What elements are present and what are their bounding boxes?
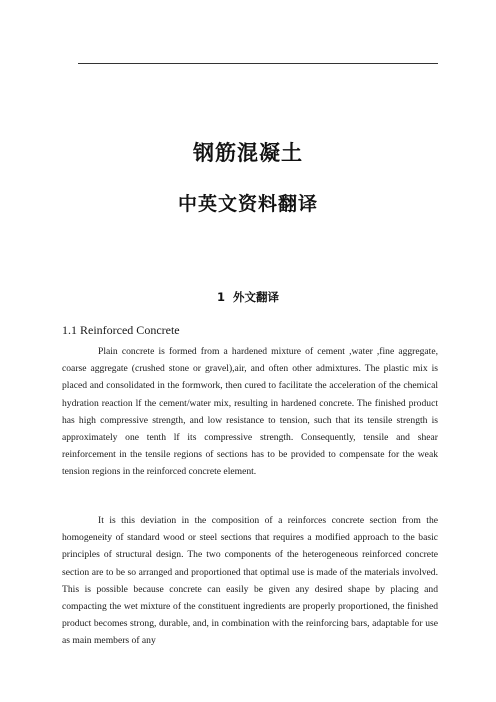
body-paragraph: Plain concrete is formed from a hardened mixture of cement ,water ,fine aggregate, coarse aggregate (crushed stone or gravel),air, and often other admixtures. The plastic mix is placed and consolidated in the formwork, then cured to facilitate the acceleration of the chemical hydration reaction lf the cement/water mix, resulting in hardened concrete. The finished product has high compressive strength, and low resistance to tension, such that its tensile strength is approximately one tenth lf its compressive strength. Consequently, tensile and shear reinforcement in the tensile regions of sections has to be provided to compensate for the weak tension regions in the reinforced concrete element.	[62, 346, 438, 478]
chapter-heading	[0, 289, 496, 305]
chapter-title: 外文翻译	[233, 290, 279, 304]
header-rule	[78, 63, 438, 64]
document-title: 钢筋混凝土	[193, 141, 303, 165]
chapter-number: 1	[216, 290, 225, 304]
document-subtitle: 中英文资料翻译	[177, 193, 318, 215]
body-paragraph: It is this deviation in the composition of a reinforces concrete section from the homogeneity of standard wood or steel sections that requires a modified approach to the basic principles of structural design. The two components of the heterogeneous reinforced concrete section are to be so arranged and proportioned that optimal use is made of the materials involved. This is possible because concrete can easily be given any desired shape by placing and compacting the wet mixture of the constituent ingredients are properly proportioned, the finished product becomes strong, durable, and, in combination with the reinforcing bars, adaptable for use as main members of any	[62, 515, 438, 647]
section-heading: 1.1 Reinforced Concrete	[62, 323, 180, 337]
